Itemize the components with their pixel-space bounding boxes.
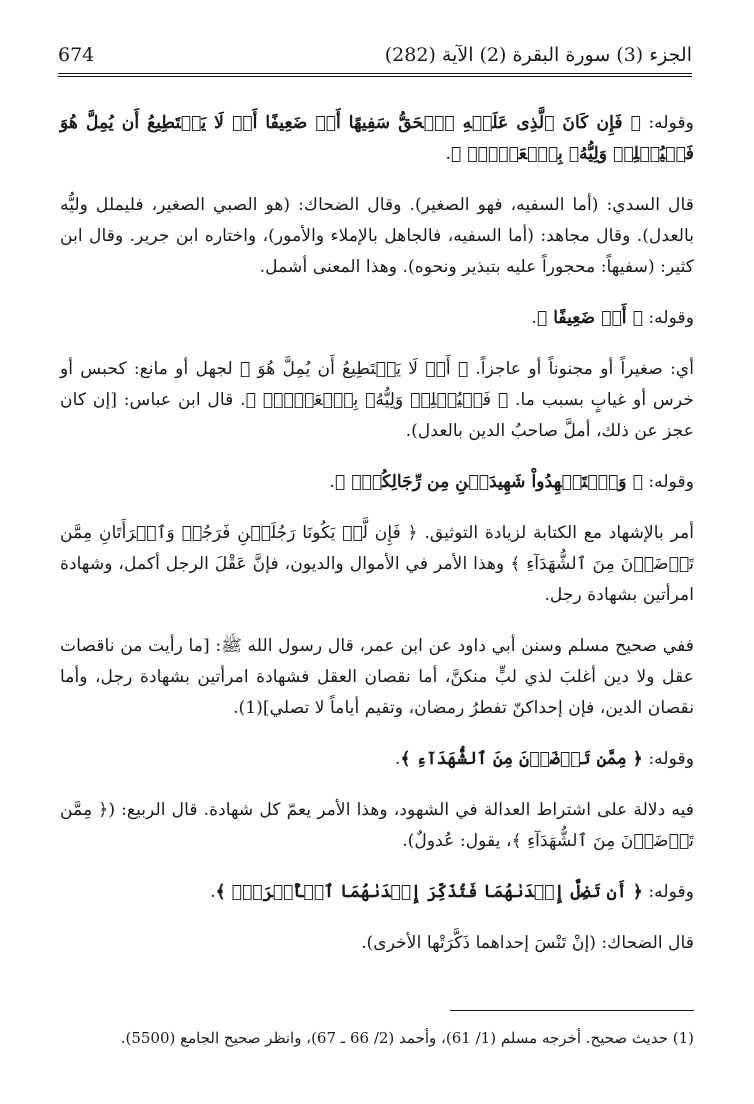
paragraph (60, 108, 694, 170)
paragraph: ففي صحيح مسلم وسنن أبي داود عن ابن عمر، قال رسول الله ﷺ: [ما رأيت من ناقصات عقل ولا دين أغلبَ لذي لبٍّ منكنَّ، أما نقصان العقل فشهادة امرأتين بشهادة رجل، وأما نقصان الدين، فإن إحداكنّ تفطرُ رمضان، وتقيم أياماً لا تصلي](1). (60, 636, 694, 718)
paragraph: أمر بالإشهاد مع الكتابة لزيادة التوثيق. ﴿ فَإِن لَّمۡ يَكُونَا رَجُلَيۡنِ فَرَجُلٞ وَٱمۡرَأَتَانِ مِمَّن تَرۡضَوۡنَ مِنَ ٱلشُّهَدَآءِ ﴾ وهذا الأمر في الأموال والديون، فإنَّ عَقْلَ الرجل أكمل، وشهادة امرأتين بشهادة رجل. (60, 523, 694, 605)
paragraph (60, 877, 694, 908)
running-title: الجزء (3) سورة البقرة (2) الآية (282) (384, 44, 692, 66)
tail-text: . (445, 144, 451, 164)
paragraph: فيه دلالة على اشتراط العدالة في الشهود، وهذا الأمر يعمّ كل شهادة. قال الربيع: (﴿ مِمَّن تَرۡضَوۡنَ مِنَ ٱلشُّهَدَآءِ ﴾، يقول: عُدولٌ). (60, 800, 694, 851)
lead-text: وقوله: (642, 882, 694, 902)
quran-quote: ﴿ مِمَّن تَرۡضَوۡنَ مِنَ ٱلشُّهَدَآءِ ﴾ (400, 749, 643, 769)
tail-text: . (395, 749, 401, 769)
header-rule (58, 73, 692, 77)
page-number: 674 (58, 44, 95, 66)
paragraph (60, 303, 694, 334)
page-header (58, 42, 692, 76)
quran-quote: ﴿ أَن تَضِلَّ إِحۡدَىٰهُمَا فَتُذَكِّرَ إِحۡدَىٰهُمَا ٱلۡأُخۡرَىٰۚ ﴾ (215, 882, 643, 902)
lead-text: وقوله: (642, 749, 694, 769)
paragraph: أي: صغيراً أو مجنوناً أو عاجزاً. ﴿ أَوۡ لَا يَسۡتَطِيعُ أَن يُمِلَّ هُوَ ﴾ لجهل أو مانع: كحبس أو خرس أو غيابٍ بسبب ما. ﴿ فَلۡيُمۡلِلۡ وَلِيُّهُۥ بِٱلۡعَدۡلِۚ ﴾. قال ابن عباس: [إن كان عجز عن ذلك، أملَّ صاحبُ الدين بالعدل). (60, 359, 694, 441)
paragraph: قال السدي: (أما السفيه، فهو الصغير). وقال الضحاك: (هو الصبي الصغير، فليملل وليُّه بالعدل). وقال مجاهد: (أما السفيه، فالجاهل بالإملاء والأمور)، واختاره ابن جرير. وقال ابن كثير: (سفيهاً: محجوراً عليه بتبذير ونحوه). وهذا المعنى أشمل. (60, 195, 694, 277)
page-body (60, 108, 694, 979)
quran-quote: ﴿ وَٱسۡتَشۡهِدُواْ شَهِيدَيۡنِ مِن رِّجَالِكُمۡۖ ﴾ (334, 472, 643, 492)
quran-quote: ﴿ فَإِن كَانَ ٱلَّذِى عَلَيۡهِ ٱلۡحَقُّ سَفِيهًا أَوۡ ضَعِيفًا أَوۡ لَا يَسۡتَطِيعُ أَن يُمِلَّ هُوَ فَلۡيُمۡلِلۡ وَلِيُّهُۥ بِٱلۡعَدۡلِۚ ﴾ (60, 113, 694, 164)
tail-text: . (210, 882, 216, 902)
lead-text: وقوله: (640, 113, 694, 133)
paragraph (60, 467, 694, 498)
footnote: (1) حديث صحيح. أخرجه مسلم (1/ 61)، وأحمد (2/ 66 ـ 67)، وانظر صحيح الجامع (5500). (120, 1029, 694, 1047)
tail-text: . (531, 308, 537, 328)
quran-quote: ﴿ أَوۡ ضَعِيفًا ﴾ (536, 308, 643, 328)
lead-text: وقوله: (642, 472, 694, 492)
tail-text: . (329, 472, 335, 492)
paragraph (60, 744, 694, 775)
lead-text: وقوله: (642, 308, 694, 328)
paragraph: قال الضحاك: (إنْ تَنْسَ إحداهما ذَكَّرَتْها الأخرى). (361, 933, 694, 953)
footnote-rule (450, 1010, 694, 1011)
